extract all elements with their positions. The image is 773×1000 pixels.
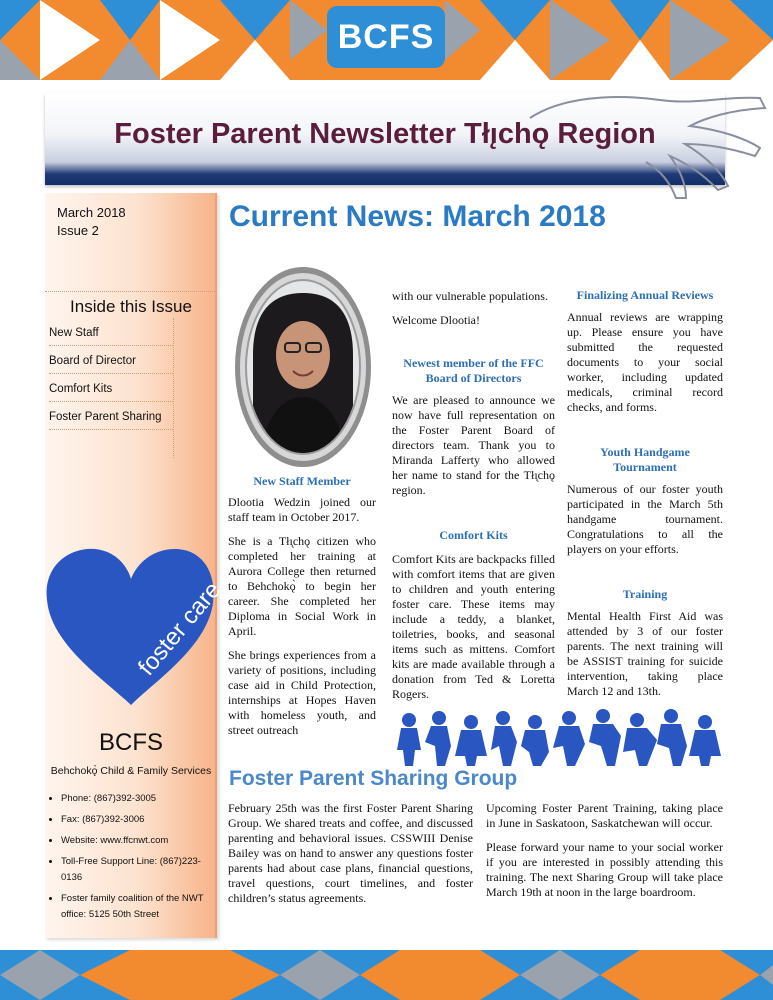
contact-website[interactable]: • Website: www.ffcnwt.com (61, 833, 213, 849)
column-right (567, 288, 723, 708)
training-text: Mental Health First Aid was attended by 3 of our foster parents. The next training will be ASSIST training for suicide intervention, taking place March 12 and 13th. (567, 609, 723, 698)
board-text: We are pleased to announce we now have full representation on the Foster Parent Board of directors team. Thank you to Miranda Lafferty who allowed her name to stand for the Tłı̨chǫ region. (392, 393, 555, 497)
contact-fax: • Fax: (867)392-3006 (61, 812, 213, 828)
toc-divider (173, 318, 174, 458)
heading-handgame: Youth Handgame Tournament (600, 445, 690, 474)
heading-comfort-kits: Comfort Kits (439, 528, 508, 542)
sharing-right-column (486, 801, 723, 909)
contact-support-line: • Toll-Free Support Line: (867)223-0136 (61, 854, 213, 886)
sharing-left-text: February 25th was the first Foster Parent Sharing Group. We shared treats and coffee, and discussed parenting and behavioral issues. CSSWIII Denise Bailey was on hand to answer any questions foster parents had about case plans, financial questions, travel questions, court timelines, and foster children’s status agreements. (228, 801, 473, 905)
sharing-left-column (228, 801, 473, 915)
column-middle (392, 289, 555, 711)
sharing-right-p1: Upcoming Foster Parent Training, taking place in June in Saskatoon, Saskatchewan will occur. (486, 801, 723, 830)
heading-training: Training (622, 587, 668, 601)
new-staff-p3: She brings experiences from a variety of positions, including case aid in Child Protection, internships at Hopes Haven with homeless youth, and street outreach (228, 648, 376, 737)
sidebar-org-full: Behchokǫ̀ Child & Family Services (50, 765, 212, 777)
heading-annual-reviews: Finalizing Annual Reviews (576, 288, 714, 302)
sharing-group-title: Foster Parent Sharing Group (229, 767, 518, 790)
sharing-right-p2: Please forward your name to your social worker if you are interested in possibly attending this training. The next Sharing Group will take place March 19th at noon in the large boardroom. (486, 840, 723, 899)
contact-phone: • Phone: (867)392-3005 (61, 791, 213, 807)
annual-reviews-text: Annual reviews are wrapping up. Please ensure you have submitted the requested documents to your social worker, including updated medicals, criminal record checks, and forms. (567, 310, 723, 414)
heading-board: Newest member of the FFC Board of Directors (403, 356, 544, 385)
contact-list (61, 791, 213, 928)
new-staff-p4: with our vulnerable populations. (392, 289, 548, 303)
newsletter-title: Foster Parent Newsletter Tłı̨chǫ Region (114, 118, 656, 150)
brand-tab (327, 6, 445, 68)
issue-date: March 2018 (57, 205, 126, 220)
comfort-kits-text: Comfort Kits are backpacks filled with comfort items that are given to children and youth entering foster care. These items may include a teddy, a blanket, toiletries, books, and seasonal items such as mittens. Comfort kits are made available through a donation from Ted & Loretta Rogers. (392, 552, 555, 701)
toc-item-comfort-kits[interactable]: Comfort Kits (49, 383, 173, 402)
children-silhouettes-icon (395, 706, 725, 768)
top-banner (0, 0, 773, 80)
bottom-banner (0, 950, 773, 1000)
sidebar (45, 193, 227, 938)
toc-item-new-staff[interactable]: New Staff (49, 327, 173, 346)
staff-portrait (233, 265, 373, 470)
main-headline: Current News: March 2018 (229, 200, 606, 233)
column-new-staff (228, 474, 376, 747)
heart-caption: foster care (132, 576, 227, 681)
heart-icon (45, 545, 227, 710)
new-staff-p1: Dlootia Wedzin joined our staff team in October 2017. (228, 495, 376, 524)
contact-office: • Foster family coalition of the NWT office: 5125 50th Street (61, 891, 213, 923)
toc-item-sharing[interactable]: Foster Parent Sharing (49, 411, 173, 430)
brand-logo-text: BCFS (337, 17, 435, 56)
new-staff-p2: She is a Tłı̨chǫ citizen who completed her training at Aurora College then returned to Behchokǫ̀ to begin her career. She completed her Diploma in Social Work in April. (228, 534, 376, 638)
new-staff-p5: Welcome Dlootia! (392, 313, 481, 327)
toc-item-board[interactable]: Board of Director (49, 355, 173, 374)
heading-new-staff: New Staff Member (253, 474, 351, 488)
sidebar-org-short: BCFS (98, 729, 163, 756)
handgame-text: Numerous of our foster youth participated in the March 5th handgame tournament. Congratulations to all the players on your efforts. (567, 482, 723, 556)
bottom-banner-pattern (0, 950, 773, 1000)
inside-issue-title: Inside this Issue (70, 297, 192, 316)
issue-number: Issue 2 (57, 223, 99, 238)
